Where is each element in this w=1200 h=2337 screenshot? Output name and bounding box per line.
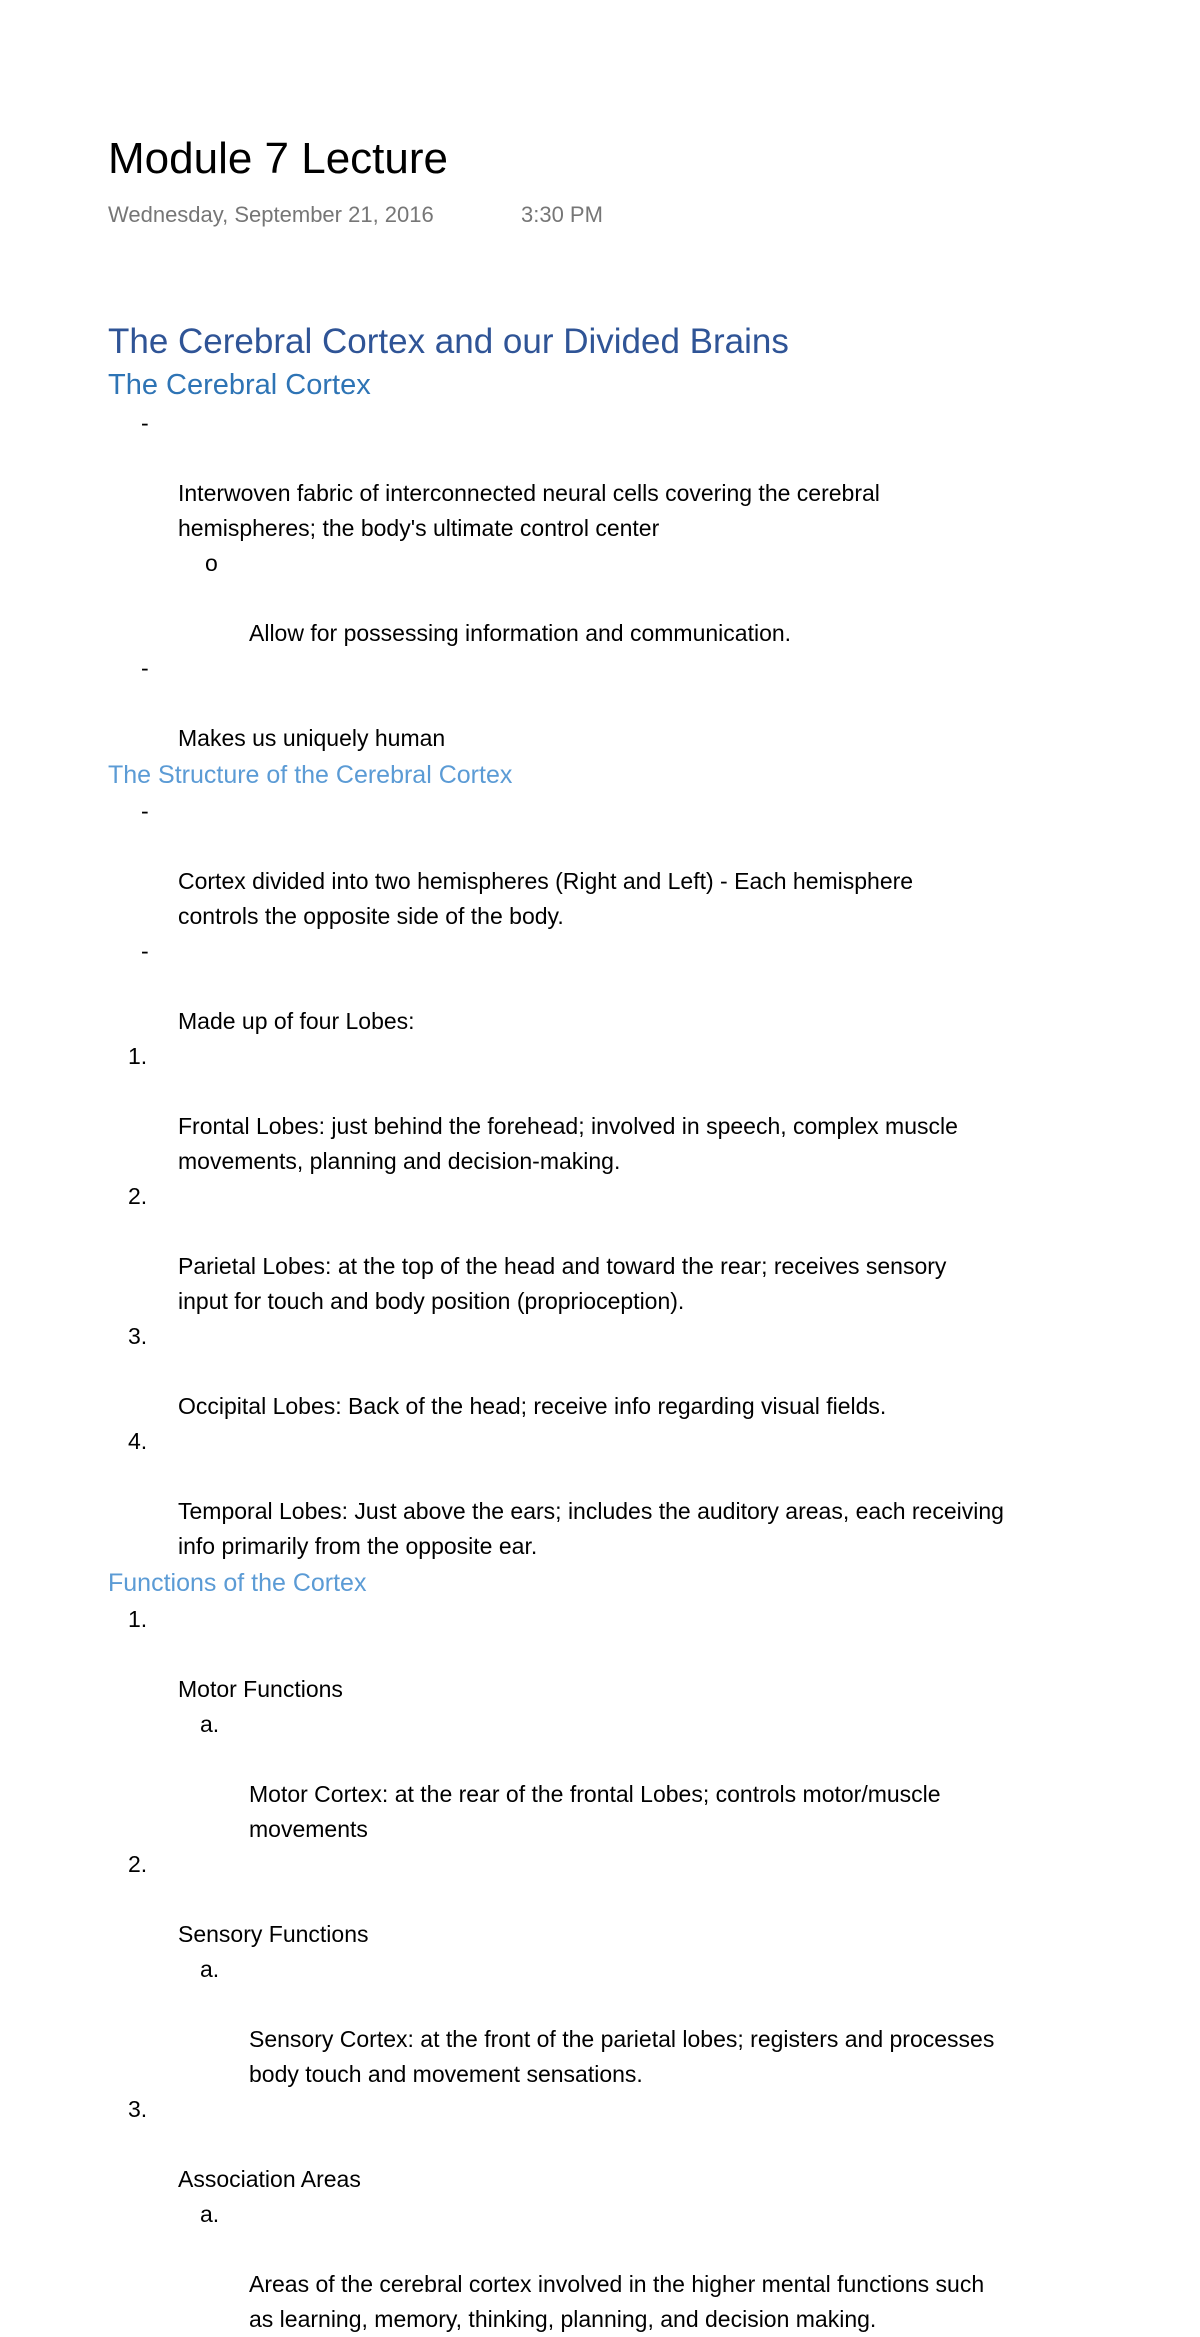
lobe-text: Frontal Lobes: just behind the forehead; involved in speech, complex muscle movements, planning and decision-making.: [178, 1113, 958, 1174]
dash-bullet: -: [141, 938, 149, 964]
list-item: [108, 794, 1138, 934]
page-title: Module 7 Lecture: [108, 134, 448, 183]
list-item: [108, 934, 1138, 1039]
list-number: 1.: [128, 1606, 148, 1632]
list-number: 2.: [128, 1183, 148, 1209]
list-letter: a.: [200, 2201, 220, 2227]
lobe-item: [108, 1039, 1138, 1179]
list-item: [108, 406, 1138, 546]
list-item-text: Allow for possessing information and communication.: [249, 620, 792, 646]
lobe-item: [108, 1319, 1138, 1424]
dash-bullet: -: [141, 655, 149, 681]
cortex-heading: The Cerebral Cortex: [108, 369, 371, 401]
note-time: 3:30 PM: [521, 202, 603, 227]
list-number: 4.: [128, 1428, 148, 1454]
function-label: Motor Functions: [178, 1676, 343, 1702]
list-item-text: Made up of four Lobes:: [178, 1008, 415, 1034]
list-item: [108, 546, 1138, 651]
list-number: 3.: [128, 2096, 148, 2122]
function-sub-text: Sensory Cortex: at the front of the parietal lobes; registers and processes body touch and movement sensations.: [249, 2026, 995, 2087]
functions-heading: Functions of the Cortex: [108, 1569, 367, 1597]
list-item-text: Makes us uniquely human: [178, 725, 446, 751]
list-letter: a.: [200, 1956, 220, 1982]
function-label: Association Areas: [178, 2166, 361, 2192]
function-item: [108, 1602, 1138, 1707]
lobe-text: Occipital Lobes: Back of the head; receive info regarding visual fields.: [178, 1393, 887, 1419]
function-sub-text: Areas of the cerebral cortex involved in the higher mental functions such as learning, memory, thinking, planning, and decision making.: [249, 2271, 985, 2332]
function-subitem: [108, 1952, 1138, 2092]
list-item-text: Cortex divided into two hemispheres (Right and Left) - Each hemisphere controls the opposite side of the body.: [178, 868, 914, 929]
list-item-text: Interwoven fabric of interconnected neural cells covering the cerebral hemispheres; the body's ultimate control center: [178, 480, 880, 541]
function-subitem: [108, 1707, 1138, 1847]
function-sub-text: Motor Cortex: at the rear of the frontal Lobes; controls motor/muscle movements: [249, 1781, 941, 1842]
function-item: [108, 1847, 1138, 1952]
list-number: 3.: [128, 1323, 148, 1349]
function-subitem: [108, 2197, 1138, 2337]
list-item: [108, 651, 1138, 756]
section-heading: The Cerebral Cortex and our Divided Brains: [108, 322, 789, 361]
function-item: [108, 2092, 1138, 2197]
dash-bullet: -: [141, 798, 149, 824]
list-number: 1.: [128, 1043, 148, 1069]
note-body: [108, 320, 1138, 2337]
lobe-item: [108, 1179, 1138, 1319]
list-letter: a.: [200, 1711, 220, 1737]
lobe-text: Temporal Lobes: Just above the ears; includes the auditory areas, each receiving info primarily from the opposite ear.: [178, 1498, 1004, 1559]
function-label: Sensory Functions: [178, 1921, 369, 1947]
lobe-text: Parietal Lobes: at the top of the head and toward the rear; receives sensory input for touch and body position (proprioception).: [178, 1253, 947, 1314]
structure-heading: The Structure of the Cerebral Cortex: [108, 761, 513, 789]
note-date: Wednesday, September 21, 2016: [108, 202, 434, 227]
lobe-item: [108, 1424, 1138, 1564]
list-number: 2.: [128, 1851, 148, 1877]
circle-bullet: o: [205, 550, 218, 576]
dash-bullet: -: [141, 410, 149, 436]
